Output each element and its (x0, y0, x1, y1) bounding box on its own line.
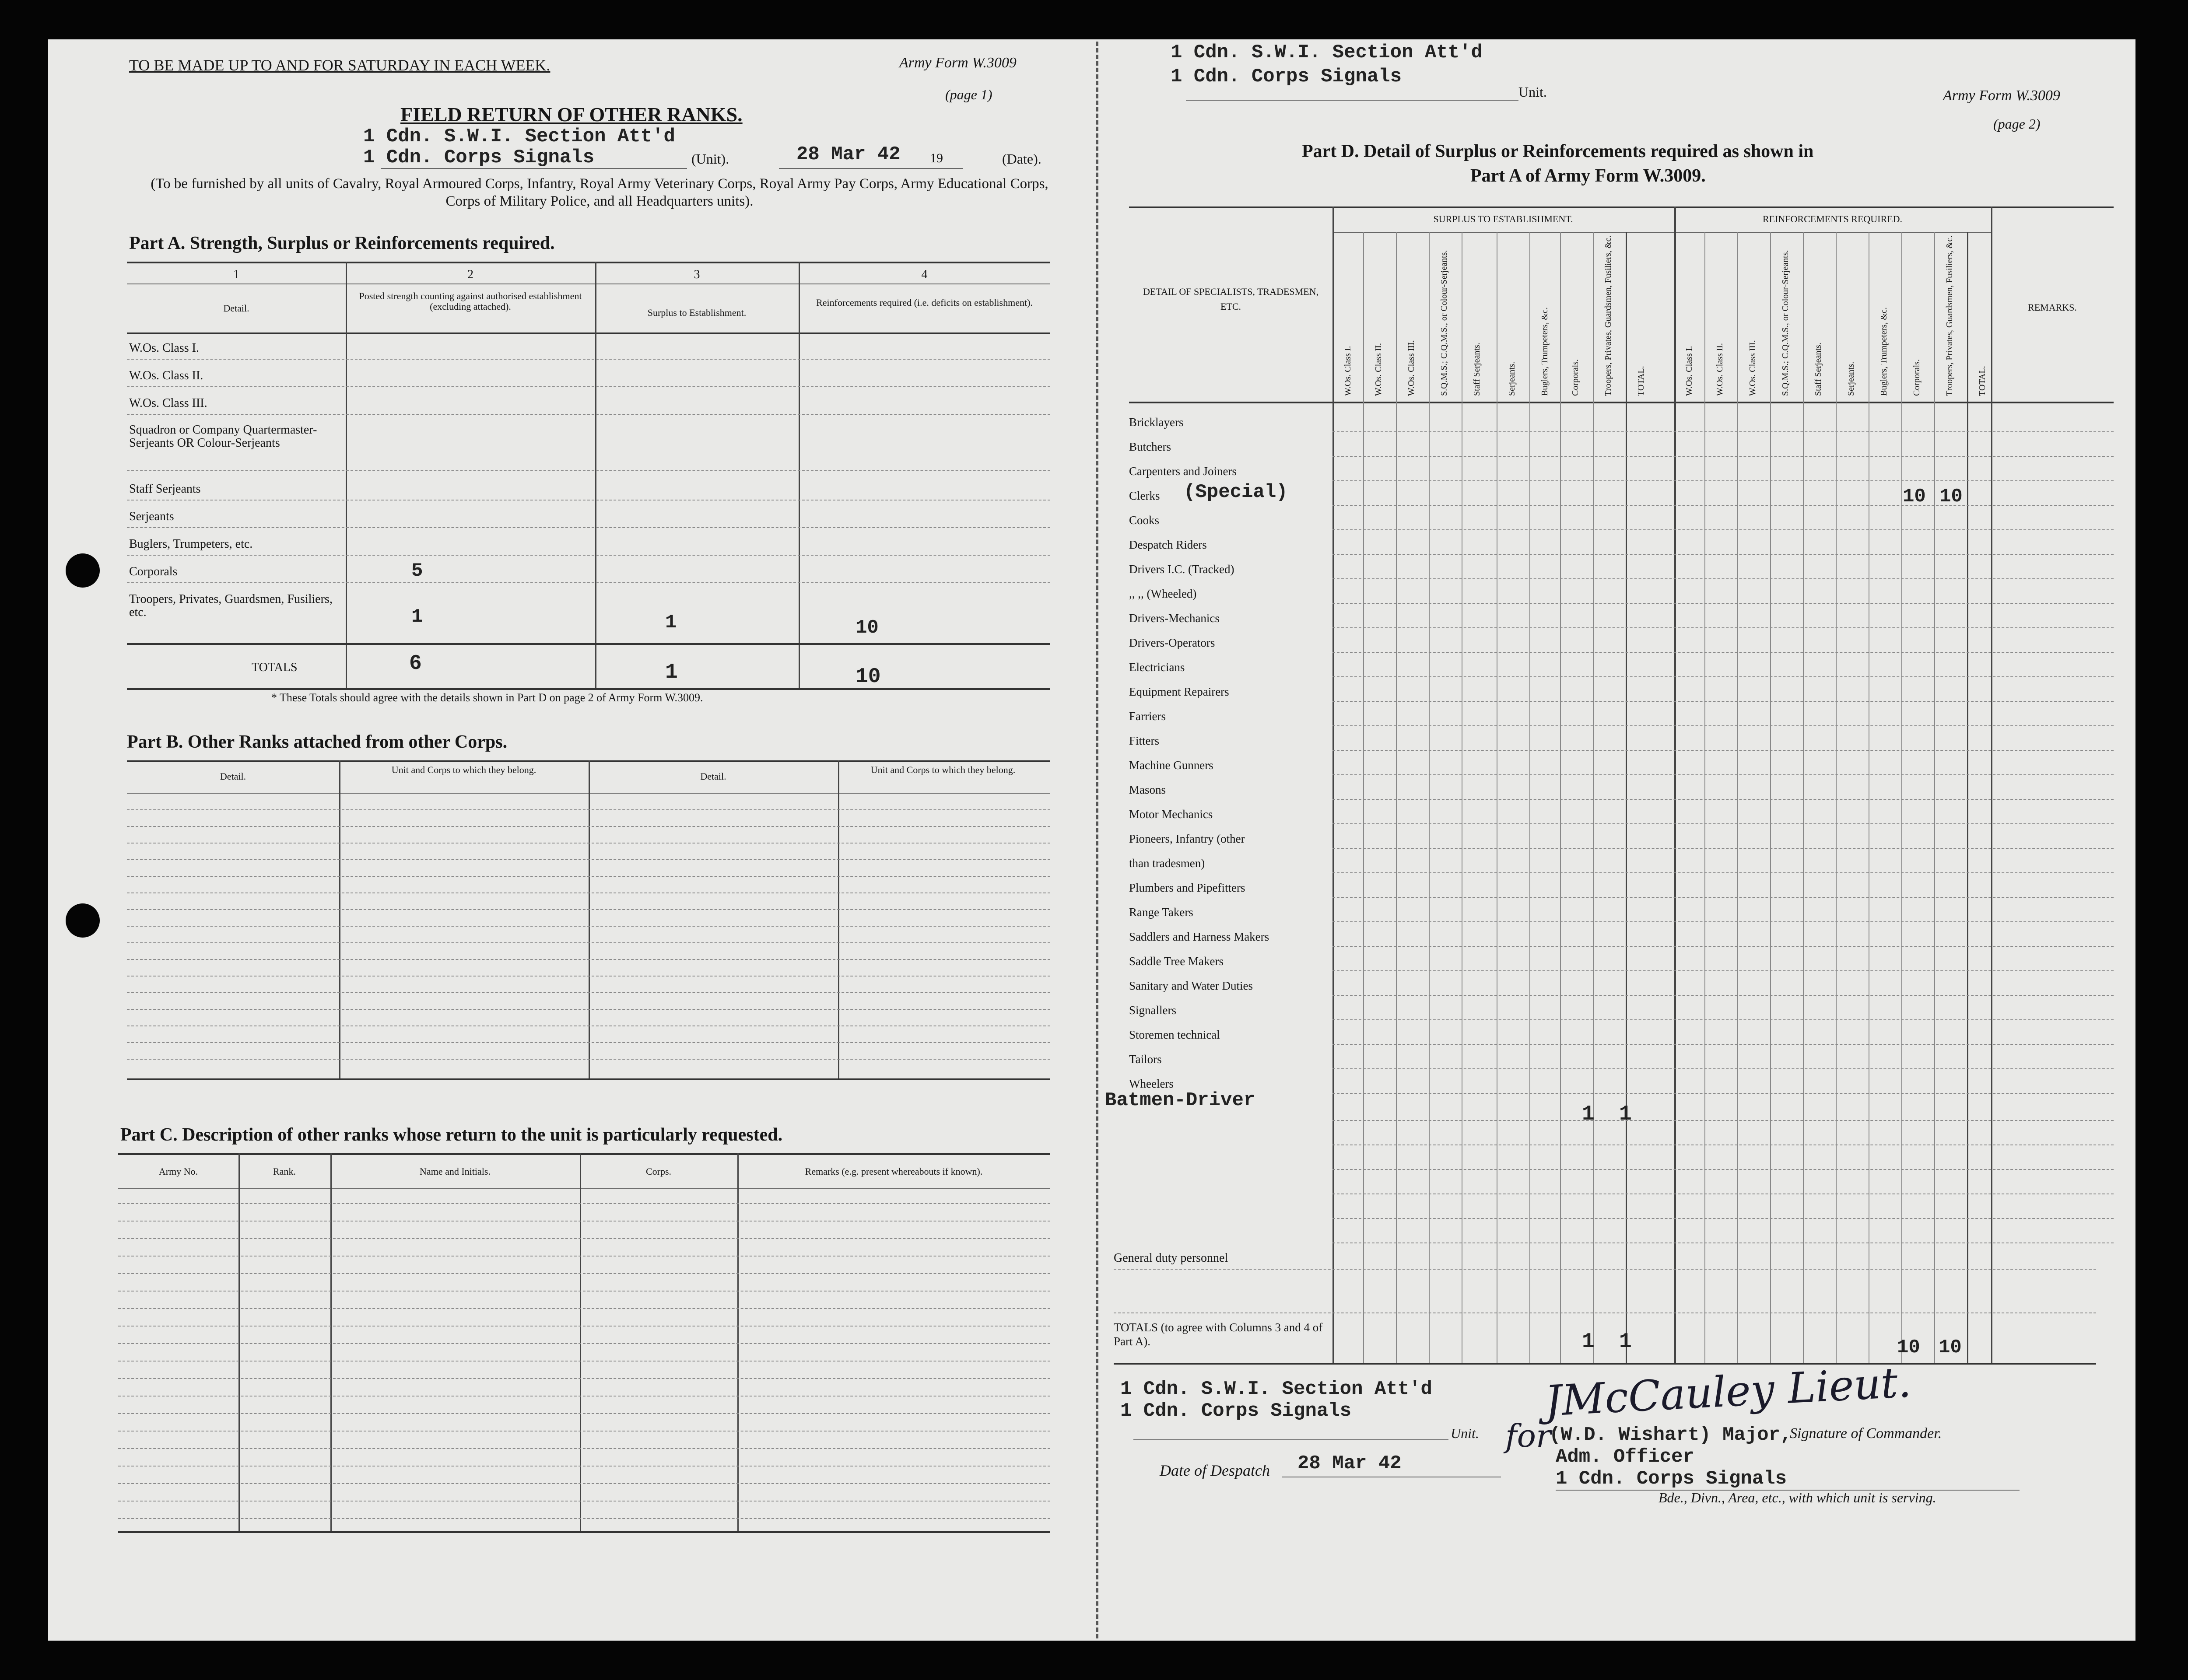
surplus-rank-header: Buglers, Trumpeters, &c. (1540, 307, 1550, 396)
trade-label: Drivers I.C. (Tracked) (1129, 563, 1234, 576)
part-b-header: Detail. (700, 771, 726, 782)
date-year: 19 (930, 151, 943, 165)
totals-label: TOTALS (252, 661, 298, 674)
row-detail: W.Os. Class III. (129, 396, 207, 410)
p2-total-reinf-troopers: 10 (1897, 1337, 1920, 1358)
trade-label: than tradesmen) (1129, 857, 1205, 870)
totals-reinforcements: 10 (856, 665, 881, 689)
handwritten-initials: for (1505, 1418, 1551, 1454)
row-detail: Buglers, Trumpeters, etc. (129, 537, 253, 551)
signature-label: Signature of Commander. (1790, 1425, 1942, 1442)
surplus-rank-header: Staff Serjeants. (1472, 343, 1482, 396)
general-duty-label: General duty personnel (1114, 1251, 1228, 1265)
trade-label: Drivers-Mechanics (1129, 612, 1220, 625)
row-detail: Staff Serjeants (129, 482, 201, 496)
reinforcement-rank-header: Buglers, Trumpeters, &c. (1879, 307, 1889, 396)
trade-label: Electricians (1129, 661, 1185, 674)
trade-label: Pioneers, Infantry (other (1129, 832, 1245, 845)
trade-label: Signallers (1129, 1004, 1176, 1017)
troopers-reinforcements: 10 (856, 617, 879, 639)
col-number: 2 (467, 268, 473, 281)
part-c-header: Name and Initials. (420, 1166, 491, 1177)
trade-label: Equipment Repairers (1129, 685, 1229, 698)
handwritten-signature: JMcCauley Lieut. (1543, 1358, 1912, 1426)
col-number: 1 (233, 268, 239, 281)
batmen-driver-row: Batmen-Driver (1105, 1089, 1255, 1111)
p2-unit-line-2: 1 Cdn. Corps Signals (1171, 66, 1402, 88)
trade-label: Farriers (1129, 710, 1166, 723)
trade-label: Tailors (1129, 1053, 1162, 1066)
trade-label: Saddle Tree Makers (1129, 955, 1224, 968)
part-c-header: Rank. (273, 1166, 296, 1177)
part-b-header: Unit and Corps to which they belong. (870, 764, 1016, 775)
trade-label: Clerks (1129, 489, 1160, 502)
surplus-rank-header: W.Os. Class II. (1374, 343, 1383, 396)
col-number: 4 (921, 268, 928, 281)
despatch-date: 28 Mar 42 (1297, 1452, 1402, 1474)
trade-label: Masons (1129, 783, 1166, 796)
detail-header: DETAIL OF SPECIALISTS, TRADESMEN, ETC. (1143, 286, 1318, 312)
signatory-name: (W.D. Wishart) Major, (1549, 1424, 1792, 1446)
trade-label: Wheelers (1129, 1077, 1174, 1090)
corporals-posted: 5 (411, 560, 423, 582)
punch-hole (66, 553, 100, 588)
row-detail: Squadron or Company Quartermaster-Serjeants OR Colour-Serjeants (129, 423, 317, 450)
trade-label: Bricklayers (1129, 416, 1184, 429)
reinforcement-rank-header: W.Os. Class I. (1684, 346, 1694, 396)
instruction-text: TO BE MADE UP TO AND FOR SATURDAY IN EACH WEEK. (129, 56, 551, 74)
batmen-surplus-total: 1 (1619, 1102, 1632, 1126)
trade-label: Machine Gunners (1129, 759, 1213, 772)
reinforcement-rank-header: S.Q.M.S.; C.Q.M.S., or Colour-Serjeants. (1781, 250, 1790, 396)
trade-label: Range Takers (1129, 906, 1193, 919)
trade-label: Cooks (1129, 514, 1160, 527)
reinforcement-rank-header: Staff Serjeants. (1813, 343, 1823, 396)
troopers-posted: 1 (411, 606, 423, 628)
col-header-posted: Posted strength counting against authorised establishment (excluding attached). (359, 290, 582, 312)
reinforcement-rank-header: TOTAL. (1978, 366, 1987, 396)
date-value: 28 Mar 42 (796, 144, 901, 165)
p2-total-surplus-troopers: 1 (1582, 1330, 1595, 1354)
part-a-title: Part A. Strength, Surplus or Reinforcements required. (129, 233, 555, 253)
trade-label: Plumbers and Pipefitters (1129, 881, 1245, 894)
col-header-detail: Detail. (223, 303, 249, 314)
col-number: 3 (694, 268, 700, 281)
totals-posted: 6 (409, 652, 422, 676)
bde-label: Bde., Divn., Area, etc., with which unit is serving. (1659, 1490, 1936, 1505)
unit-label: (Unit). (691, 151, 729, 167)
p2-total-reinf: 10 (1939, 1337, 1962, 1358)
reinforcements-header: REINFORCEMENTS REQUIRED. (1762, 214, 1902, 224)
surplus-rank-header: Corporals. (1571, 359, 1580, 396)
p2-form-number: Army Form W.3009 (1943, 88, 2060, 104)
part-c-header: Corps. (645, 1166, 672, 1177)
p2-total-surplus: 1 (1619, 1330, 1632, 1354)
row-detail: Serjeants (129, 510, 174, 523)
unit-line-2: 1 Cdn. Corps Signals (363, 147, 595, 168)
surplus-rank-header: TOTAL. (1636, 366, 1646, 396)
batmen-surplus-troopers: 1 (1582, 1102, 1595, 1126)
surplus-header: SURPLUS TO ESTABLISHMENT. (1433, 214, 1573, 224)
trade-label: Storemen technical (1129, 1028, 1220, 1041)
furnish-note: (To be furnished by all units of Cavalry, Royal Armoured Corps, Infantry, Royal Army Veterinary Corps, Royal Army Pay Corps, Army Educational Corps, Corps of Military Police, and all Headquarters units). (151, 176, 1048, 209)
page-fold (1096, 42, 1098, 1638)
part-c-title: Part C. Description of other ranks whose return to the unit is particularly requested. (120, 1125, 783, 1145)
trade-label: Saddlers and Harness Makers (1129, 930, 1269, 943)
clerks-special: (Special) (1184, 481, 1288, 503)
reinforcement-rank-header: W.Os. Class III. (1748, 340, 1757, 396)
surplus-rank-header: Troopers, Privates, Guardsmen, Fusiliers, &c. (1603, 235, 1613, 396)
footer-unit-line-1: 1 Cdn. S.W.I. Section Att'd (1120, 1378, 1432, 1400)
reinforcement-rank-header: Serjeants. (1846, 361, 1856, 396)
trade-label: Butchers (1129, 440, 1171, 453)
part-d-title-2: Part A of Army Form W.3009. (1470, 166, 1706, 186)
signatory-title: Adm. Officer (1556, 1446, 1694, 1468)
surplus-rank-header: S.Q.M.S.; C.Q.M.S., or Colour-Serjeants. (1439, 250, 1449, 396)
part-b-header: Unit and Corps to which they belong. (391, 764, 536, 775)
part-c-header: Army No. (158, 1166, 198, 1177)
p2-unit-label: Unit. (1518, 84, 1547, 100)
form-title: FIELD RETURN OF OTHER RANKS. (400, 103, 743, 126)
trade-label: Motor Mechanics (1129, 808, 1213, 821)
surplus-rank-header: W.Os. Class III. (1406, 340, 1416, 396)
date-label: (Date). (1002, 151, 1041, 167)
reinforcement-rank-header: Corporals. (1912, 359, 1922, 396)
reinforcement-rank-header: W.Os. Class II. (1715, 343, 1725, 396)
col-header-surplus: Surplus to Establishment. (647, 307, 747, 318)
trade-label: Drivers-Operators (1129, 636, 1215, 649)
footer-unit-label: Unit. (1451, 1425, 1479, 1441)
troopers-surplus: 1 (665, 612, 677, 634)
col-header-reinforcements: Reinforcements required (i.e. deficits on establishment). (816, 297, 1033, 308)
remarks-header: REMARKS. (2028, 302, 2077, 313)
part-c-header: Remarks (e.g. present whereabouts if known). (805, 1166, 983, 1177)
row-detail: W.Os. Class II. (129, 369, 203, 382)
form-number: Army Form W.3009 (899, 55, 1017, 71)
despatch-label: Date of Despatch (1160, 1462, 1270, 1479)
p2-page-number: (page 2) (1993, 116, 2041, 132)
reinforcement-rank-header: Troopers, Privates, Guardsmen, Fusiliers, &c. (1945, 235, 1954, 396)
part-b-title: Part B. Other Ranks attached from other Corps. (127, 732, 508, 752)
surplus-rank-header: W.Os. Class I. (1343, 346, 1353, 396)
page-number: (page 1) (945, 87, 992, 102)
part-d-title: Part D. Detail of Surplus or Reinforcements required as shown in (1302, 141, 1814, 161)
footer-unit-line-2: 1 Cdn. Corps Signals (1120, 1400, 1352, 1422)
trade-label: Despatch Riders (1129, 538, 1207, 551)
p2-unit-line-1: 1 Cdn. S.W.I. Section Att'd (1171, 42, 1483, 63)
clerks-reinf-troopers: 10 (1903, 486, 1926, 508)
row-detail: Troopers, Privates, Guardsmen, Fusiliers, etc. (129, 592, 333, 619)
row-detail: Corporals (129, 565, 178, 578)
row-detail: W.Os. Class I. (129, 341, 199, 355)
trade-label: Sanitary and Water Duties (1129, 979, 1253, 992)
part-b-header: Detail. (220, 771, 246, 782)
surplus-rank-header: Serjeants. (1507, 361, 1517, 396)
punch-hole (66, 903, 100, 938)
unit-line-1: 1 Cdn. S.W.I. Section Att'd (363, 126, 675, 147)
p2-totals-label: TOTALS (to agree with Columns 3 and 4 of Part A). (1114, 1321, 1323, 1348)
trade-label: Carpenters and Joiners (1129, 465, 1237, 478)
trade-label: ,, ,, (Wheeled) (1129, 587, 1197, 600)
totals-footnote: * These Totals should agree with the details shown in Part D on page 2 of Army Form W.3009. (271, 691, 703, 704)
clerks-reinf-total: 10 (1939, 486, 1963, 508)
totals-surplus: 1 (665, 661, 678, 684)
trade-label: Fitters (1129, 734, 1160, 747)
signatory-unit: 1 Cdn. Corps Signals (1556, 1468, 1787, 1490)
